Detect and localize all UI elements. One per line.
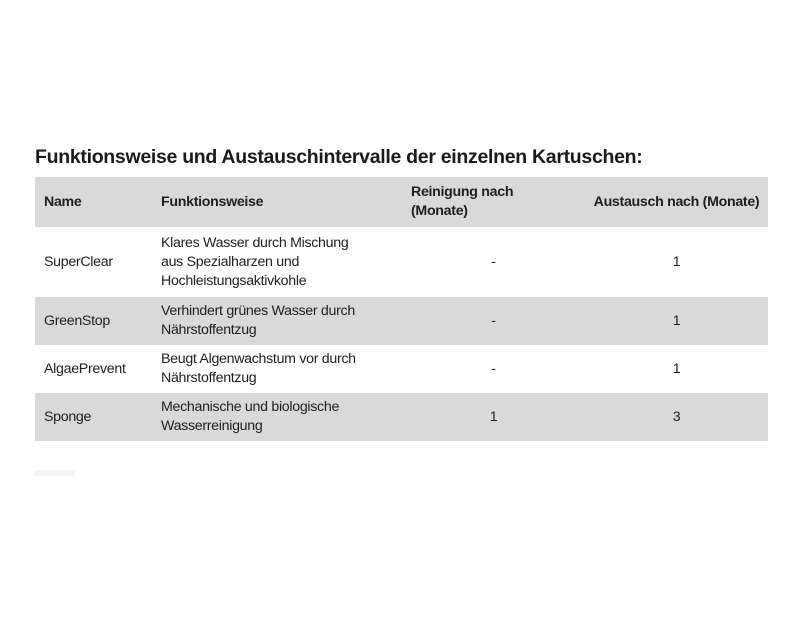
cell-austausch: 3	[585, 393, 768, 441]
header-reinigung-line2: (Monate)	[411, 203, 468, 219]
cell-name: Sponge	[35, 393, 152, 441]
table-row	[35, 345, 768, 393]
cell-funktionsweise: Verhindert grünes Wasser durch Nährstoffentzug	[152, 297, 402, 345]
header-funktionsweise: Funktionsweise	[152, 177, 402, 227]
cell-austausch: 1	[585, 297, 768, 345]
header-name: Name	[35, 177, 152, 227]
table-row	[35, 393, 768, 441]
cell-reinigung: -	[491, 253, 496, 270]
cell-reinigung: -	[402, 297, 585, 345]
cell-funktionsweise: Klares Wasser durch Mischung aus Spezialharzen und Hochleistungsaktivkohle	[161, 234, 349, 289]
cartridge-table	[35, 177, 768, 441]
table-title: Funktionsweise und Austauschintervalle der einzelnen Kartuschen:	[35, 146, 643, 168]
cell-name: SuperClear	[44, 253, 113, 270]
cell-reinigung: -	[491, 360, 496, 377]
table-header-row	[35, 177, 768, 227]
cell-funktionsweise: Mechanische und biologische Wasserreinigung	[152, 393, 402, 441]
cell-reinigung: 1	[402, 393, 585, 441]
cell-name: GreenStop	[35, 297, 152, 345]
header-reinigung	[402, 177, 585, 227]
faint-artifact	[35, 470, 75, 476]
table-row	[35, 297, 768, 345]
header-austausch: Austausch nach (Monate)	[585, 177, 768, 227]
table-row	[35, 227, 768, 297]
cell-austausch: 1	[672, 253, 681, 270]
header-reinigung-line1: Reinigung nach	[411, 184, 514, 200]
cell-funktionsweise: Beugt Algenwachstum vor durch Nährstoffentzug	[161, 351, 356, 386]
cell-austausch: 1	[672, 360, 681, 377]
cell-name: AlgaePrevent	[44, 360, 126, 377]
